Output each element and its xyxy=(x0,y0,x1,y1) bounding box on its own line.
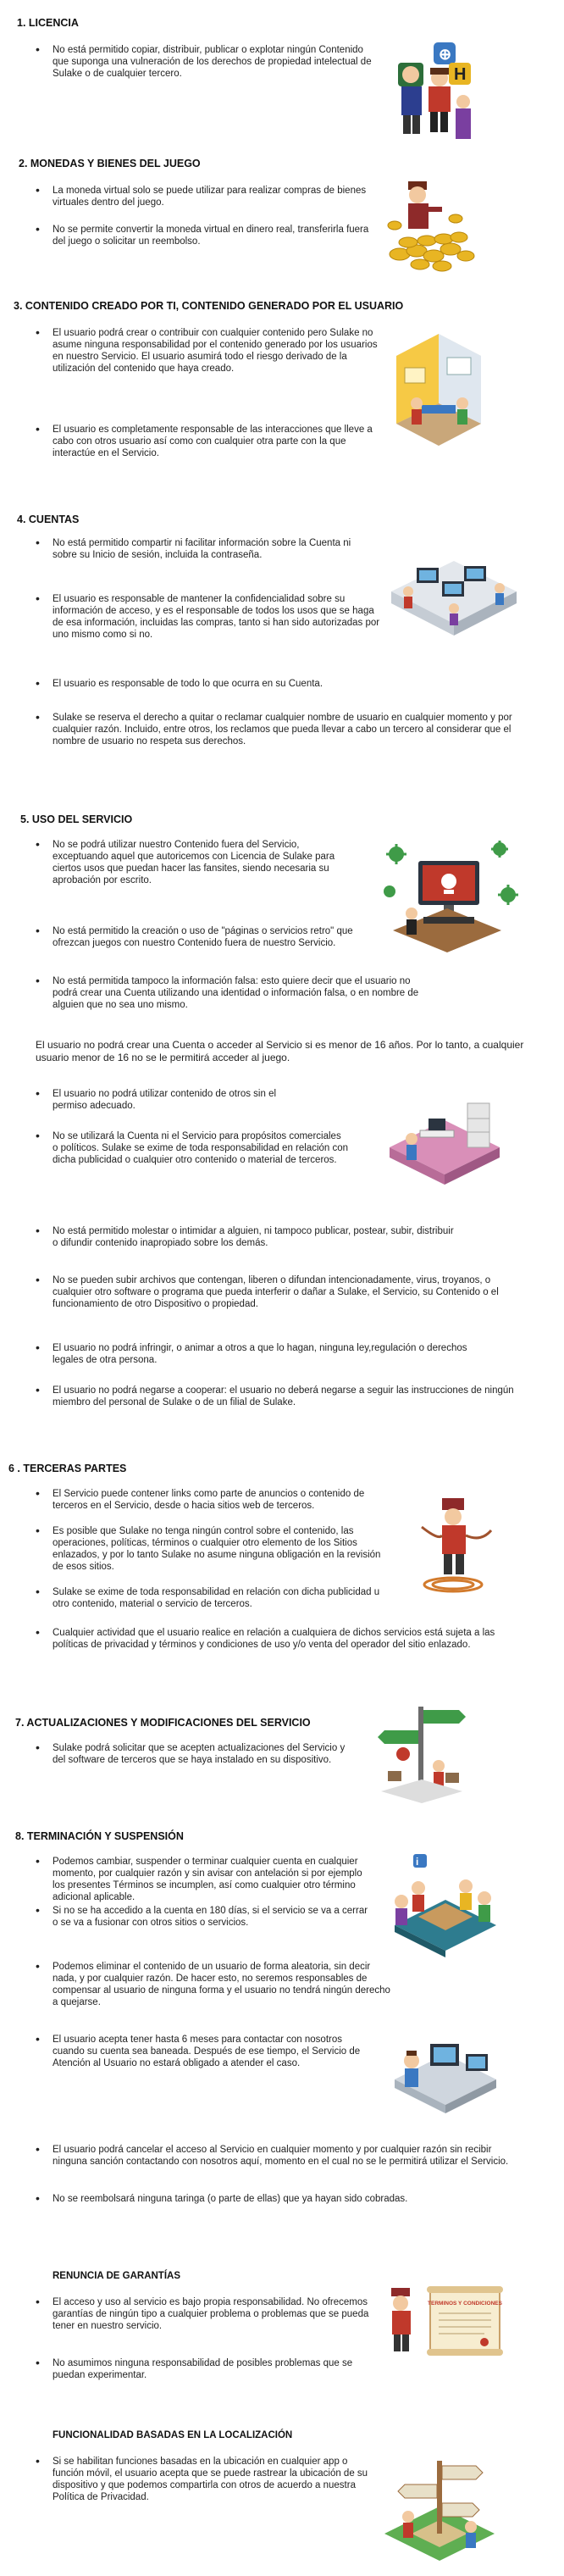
map-signpost-icon xyxy=(378,2454,501,2564)
section-4-item-2: • El usuario es responsable de mantener la confidencialidad sobre su información de acceso, y es el responsable de todos los usos que se haga de esa información, incluidas las compras, tanto si han sido autorizadas por uno mismo como si no. xyxy=(53,593,383,641)
section-3-item-2: • El usuario es completamente responsable de las interacciones que lleve a cabo con otros usuario así como con cualquier otra parte con la que interactúe en el Servicio. xyxy=(53,424,383,459)
office-desk-icon xyxy=(381,1096,508,1198)
section-5-item-7: • No está permitido molestar o intimidar a alguien, ni tampoco publicar, postear, subir, distribuir o difundir contenido inapropiado sobre los demás. xyxy=(53,1225,459,1249)
section-8-item-4: • El usuario acepta tener hasta 6 meses para contactar con nosotros cuando su cuenta sea baneada. Después de ese tiempo, el Servicio de Atención al Usuario no estará obligado a atender el caso. xyxy=(53,2034,374,2069)
section-8-item-6: • No se reembolsará ninguna taringa (o parte de ellas) que ya hayan sido cobradas. xyxy=(53,2193,527,2205)
section-6-item-2: • Es posible que Sulake no tenga ningún control sobre el contenido, las operaciones, políticas, términos o cualquier otro elemento de los Sitios enlazados, y por lo tanto Sulake no asume ninguna obligación en la revisión de esos sitios. xyxy=(53,1525,383,1573)
section-5-item-2: • No está permitido la creación o uso de "páginas o servicios retro" que ofrezcan juegos con nuestro Contenido fuera de nuestro Servicio. xyxy=(53,925,366,949)
section-5-item-6: • No se utilizará la Cuenta ni el Servicio para propósitos comerciales o políticos. Sulake se exime de toda responsabilidad en relación con dicha publicidad o cualquier otro contenido o material de terceros. xyxy=(53,1130,349,1166)
section-9-title: RENUNCIA DE GARANTÍAS xyxy=(53,2271,180,2281)
section-6-item-3: • Sulake se exime de toda responsabilidad en relación con dicha publicidad u otro contenido, material o servicio de terceros. xyxy=(53,1586,383,1610)
section-5-title: 5. USO DEL SERVICIO xyxy=(20,813,133,825)
scroll-title-text: TERMINOS Y CONDICIONES xyxy=(428,2301,502,2307)
support-desk-icon xyxy=(388,2020,503,2122)
rope-character-icon xyxy=(413,1493,498,1596)
section-2-title: 2. MONEDAS Y BIENES DEL JUEGO xyxy=(19,158,201,169)
section-7-item-1: • Sulake podrá solicitar que se acepten actualizaciones del Servicio y del software de terceros que se haya instalado en su dispositivo. xyxy=(53,1742,357,1766)
section-3-title: 3. CONTENIDO CREADO POR TI, CONTENIDO GENERADO POR EL USUARIO xyxy=(14,300,404,312)
section-8-item-3: • Podemos eliminar el contenido de un usuario de forma aleatoria, sin decir nada, y por cualquier razón. De hacer esto, no seremos responsables de compensar al usuario de ninguna forma y el usuario no tendrá ningún derecho a quejarse. xyxy=(53,1961,391,2008)
section-2-item-2: • No se permite convertir la moneda virtual en dinero real, transferirla fuera del juego o solicitar un reembolso. xyxy=(53,224,374,247)
section-9-item-2: • No asumimos ninguna responsabilidad de posibles problemas que se puedan experimentar. xyxy=(53,2357,374,2381)
computer-room-icon xyxy=(383,532,525,651)
section-9-item-1: • El acceso y uso al servicio es bajo propia responsabilidad. No ofrecemos garantías de ningún tipo a cualquier problema o problemas que se pueda tener en nuestro servicio. xyxy=(53,2296,374,2332)
svg-text:i: i xyxy=(416,1856,419,1868)
section-8-item-2: • Si no se ha accedido a la cuenta en 180 días, si el servicio se va a cerrar o se va a fusionar con otros sitios o servicios. xyxy=(53,1905,374,1929)
section-5-item-4: El usuario no podrá crear una Cuenta o acceder al Servicio si es menor de 16 años. Por lo tanto, a cualquier usuario menor de 16 no se le permitirá acceder al juego. xyxy=(36,1039,524,1063)
section-3-item-1: • El usuario podrá crear o contribuir con cualquier contenido pero Sulake no asume ninguna responsabilidad por el contenido generado por los usuarios en nuestro Servicio. El usuario asumirá todo el riesgo derivado de la utilización del contenido que haya creado. xyxy=(53,327,383,375)
section-5-item-1: • No se podrá utilizar nuestro Contenido fuera del Servicio, exceptuando aquel que autoricemos con Licencia de Sulake para ciertos usos que puedan hacer las fansites, siendo necesaria su aprobación por escrito. xyxy=(53,839,357,886)
section-4-item-3: • El usuario es responsable de todo lo que ocurra en su Cuenta. xyxy=(53,678,391,690)
section-5-item-9: • El usuario no podrá infringir, o animar a otros a que lo hagan, ninguna ley,regulación o derechos legales de otra persona. xyxy=(53,1342,493,1366)
section-7-title: 7. ACTUALIZACIONES Y MODIFICACIONES DEL SERVICIO xyxy=(15,1717,311,1729)
section-5-item-3: • No está permitida tampoco la información falsa: esto quiere decir que el usuario no podrá crear una Cuenta utilizando una identidad o información falsa, o en nombre de alguien que no sea uno mismo. xyxy=(53,975,425,1011)
section-6-title: 6 . TERCERAS PARTES xyxy=(8,1463,127,1474)
svg-text:H: H xyxy=(454,65,467,84)
section-6-item-1: • El Servicio puede contener links como parte de anuncios o contenido de terceros en el Servicio, desde o hacia sitios web de terceros. xyxy=(53,1488,374,1512)
section-8-item-5: • El usuario podrá cancelar el acceso al Servicio en cualquier momento y por cualquier razón sin recibir ninguna sanción contactando con nosotros aquí, momento en el cual no se le permitirá utilizar el Servicio. xyxy=(53,2144,527,2168)
section-5-item-5: • El usuario no podrá utilizar contenido de otros sin el permiso adecuado. xyxy=(53,1088,307,1112)
habbo-characters-logo-icon xyxy=(383,37,476,147)
section-8-title: 8. TERMINACIÓN Y SUSPENSIÓN xyxy=(15,1830,184,1842)
section-1-title: 1. LICENCIA xyxy=(17,17,79,29)
section-6-item-4: • Cualquier actividad que el usuario realice en relación a cualquiera de dichos servicios está sujeta a las políticas de privacidad y términos y condiciones de uso y/o venta del operador del sitio enlazado. xyxy=(53,1627,527,1651)
virus-computer-icon xyxy=(373,836,522,956)
section-10-item-1: • Si se habilitan funciones basadas en la ubicación en cualquier app o función móvil, el usuario acepta que se puede rastrear la ubicación de su dispositivo y que podemos compartirla con otros de acuerdo a nuestra Política de Privacidad. xyxy=(53,2456,374,2503)
creative-room-icon xyxy=(388,322,489,466)
section-4-title: 4. CUENTAS xyxy=(17,514,80,525)
section-5-item-10: • El usuario no podrá negarse a cooperar: el usuario no deberá negarse a seguir las instrucciones de ningún miembro del personal de Sulake o de un filial de Sulake. xyxy=(53,1385,527,1408)
svg-text:⊕: ⊕ xyxy=(439,46,452,63)
section-2-item-1: • La moneda virtual solo se puede utilizar para realizar compras de bienes virtuales dentro del juego. xyxy=(53,185,374,208)
signpost-icon xyxy=(371,1698,473,1808)
section-8-item-1: • Podemos cambiar, suspender o terminar cualquier cuenta en cualquier momento, por cualquier razón y sin avisar con antelación si por ejemplo los presentes Términos se incumplen, así como cualquier otro término adicional aplicable. xyxy=(53,1856,374,1903)
coins-pile-icon xyxy=(383,166,476,273)
section-4-item-4: • Sulake se reserva el derecho a quitar o reclamar cualquier nombre de usuario en cualquier momento y por cualquier razón. Incluido, entre otros, los reclamos que pueda llevar a cabo un tercero al considerar que el nombre de usuario no respeta sus derechos. xyxy=(53,712,523,747)
section-5-item-8: • No se pueden subir archivos que contengan, liberen o difundan intencionadamente, virus, troyanos, o cualquier otro software o programa que pueda interferir o dañar a Sulake, el Servicio, su Contenido o el funcionamiento de otro Dispositivo o propiedad. xyxy=(53,1274,527,1310)
section-1-item-1: • No está permitido copiar, distribuir, publicar o explotar ningún Contenido que suponga una vulneración de los derechos de propiedad intelectual de Sulake o de cualquier tercero. xyxy=(53,44,374,80)
section-10-title: FUNCIONALIDAD BASADAS EN LA LOCALIZACIÓN xyxy=(53,2430,293,2440)
meeting-table-icon xyxy=(384,1849,506,1959)
section-4-item-1: • No está permitido compartir ni facilitar información sobre la Cuenta ni sobre su Inicio de sesión, incluida la contraseña. xyxy=(53,537,374,561)
scroll-character-icon xyxy=(384,2285,511,2366)
